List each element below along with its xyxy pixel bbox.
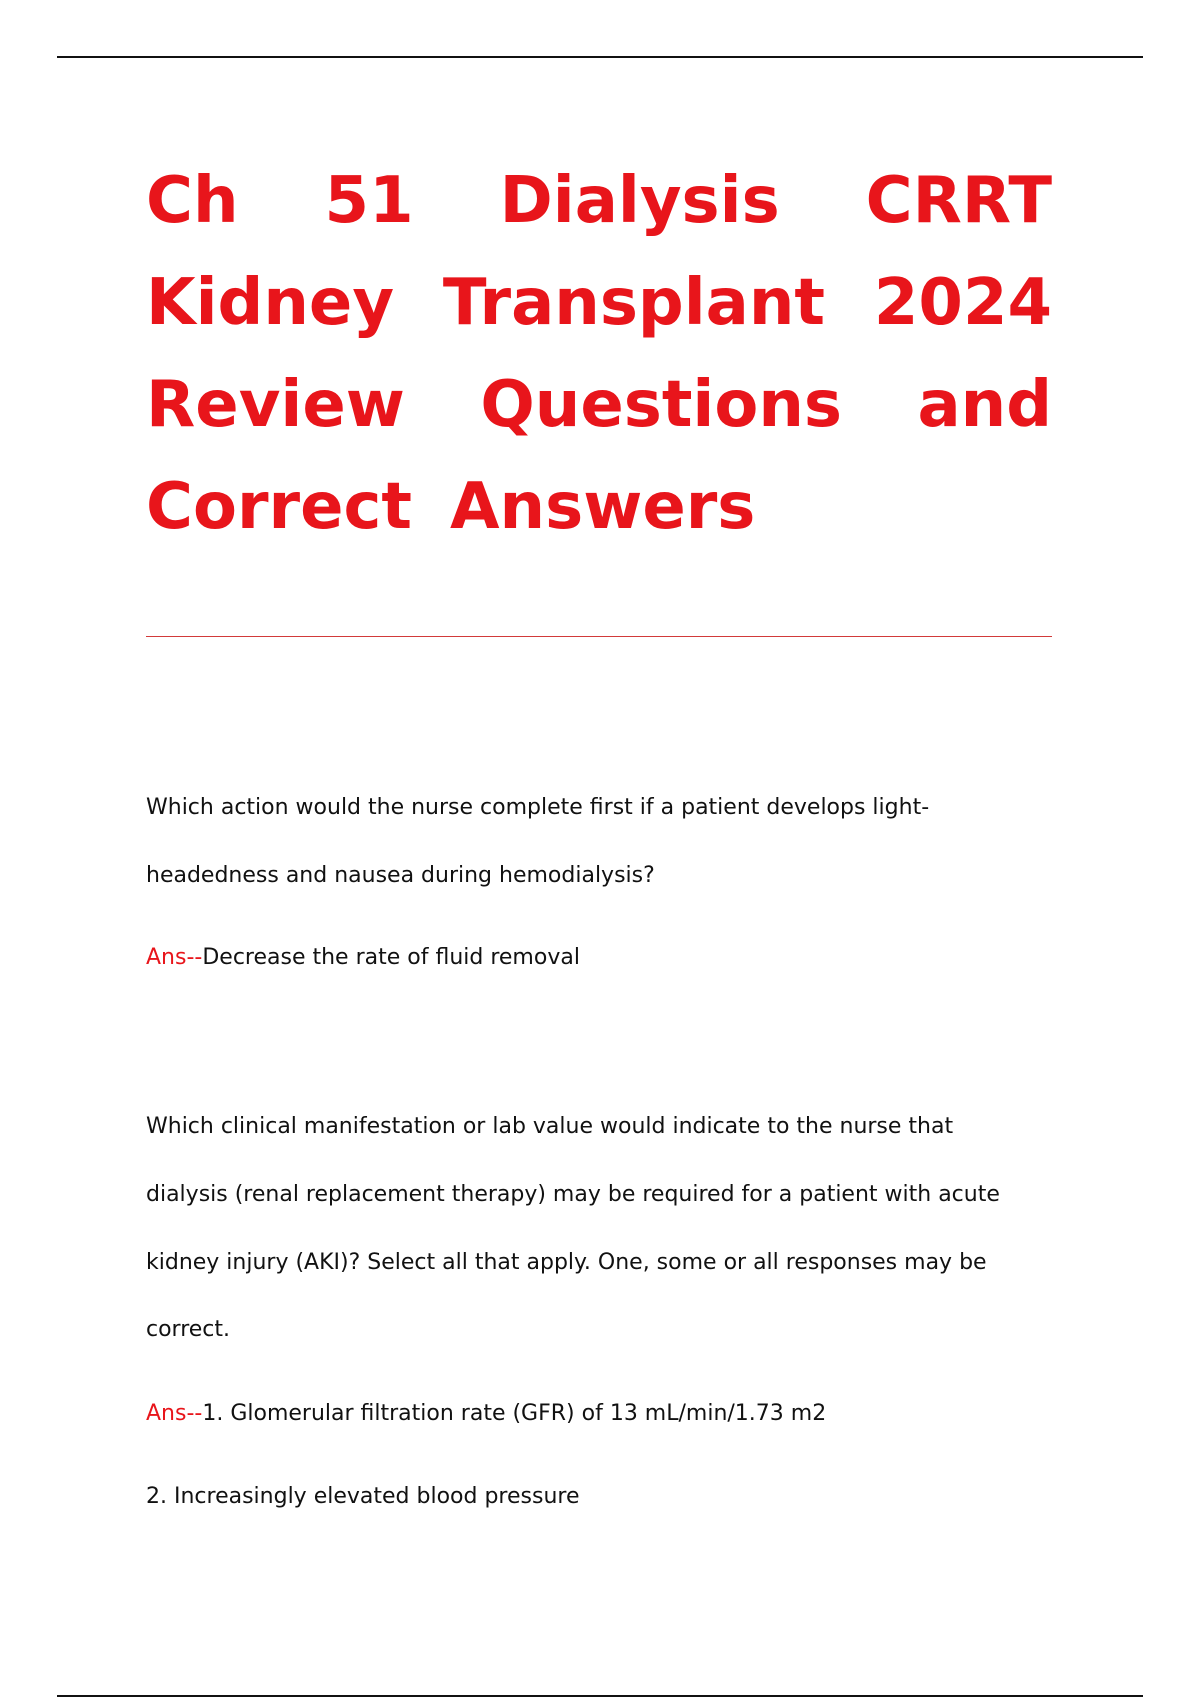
title-word: 2024 <box>873 266 1052 340</box>
answer-text: 2. Increasingly elevated blood pressure <box>146 1484 580 1509</box>
document-title <box>146 150 1052 558</box>
answer-label: Ans-- <box>146 945 203 970</box>
title-word: Answers <box>450 470 756 544</box>
title-line <box>146 354 1052 456</box>
question-text: Which clinical manifestation or lab value would indicate to the nurse that <box>146 1114 954 1139</box>
answer-line <box>146 945 580 970</box>
answer-text: 1. Glomerular filtration rate (GFR) of 13 mL/min/1.73 m2 <box>202 1401 827 1426</box>
question-text: dialysis (renal replacement therapy) may be required for a patient with acute <box>146 1182 1000 1207</box>
header-rule <box>57 56 1143 58</box>
title-word: Kidney <box>146 266 395 340</box>
title-word: Ch <box>146 164 239 238</box>
title-line <box>146 456 1052 558</box>
title-word: Questions <box>480 368 842 442</box>
title-line <box>146 150 1052 252</box>
title-word: and <box>917 368 1052 442</box>
question-text: correct. <box>146 1317 231 1342</box>
title-word: 51 <box>324 164 414 238</box>
title-word: Review <box>146 368 405 442</box>
answer-label: Ans-- <box>146 1401 203 1426</box>
title-divider <box>146 636 1052 637</box>
title-word: Correct <box>146 470 412 544</box>
title-word: Dialysis <box>499 164 780 238</box>
title-word: CRRT <box>865 164 1052 238</box>
question-text: headedness and nausea during hemodialysis? <box>146 863 655 888</box>
title-line <box>146 252 1052 354</box>
answer-text: Decrease the rate of fluid removal <box>202 945 580 970</box>
question-text: Which action would the nurse complete first if a patient develops light- <box>146 795 930 820</box>
title-word: Transplant <box>442 266 826 340</box>
answer-line <box>146 1401 826 1426</box>
question-text: kidney injury (AKI)? Select all that apply. One, some or all responses may be <box>146 1250 987 1275</box>
footer-rule <box>57 1695 1143 1697</box>
